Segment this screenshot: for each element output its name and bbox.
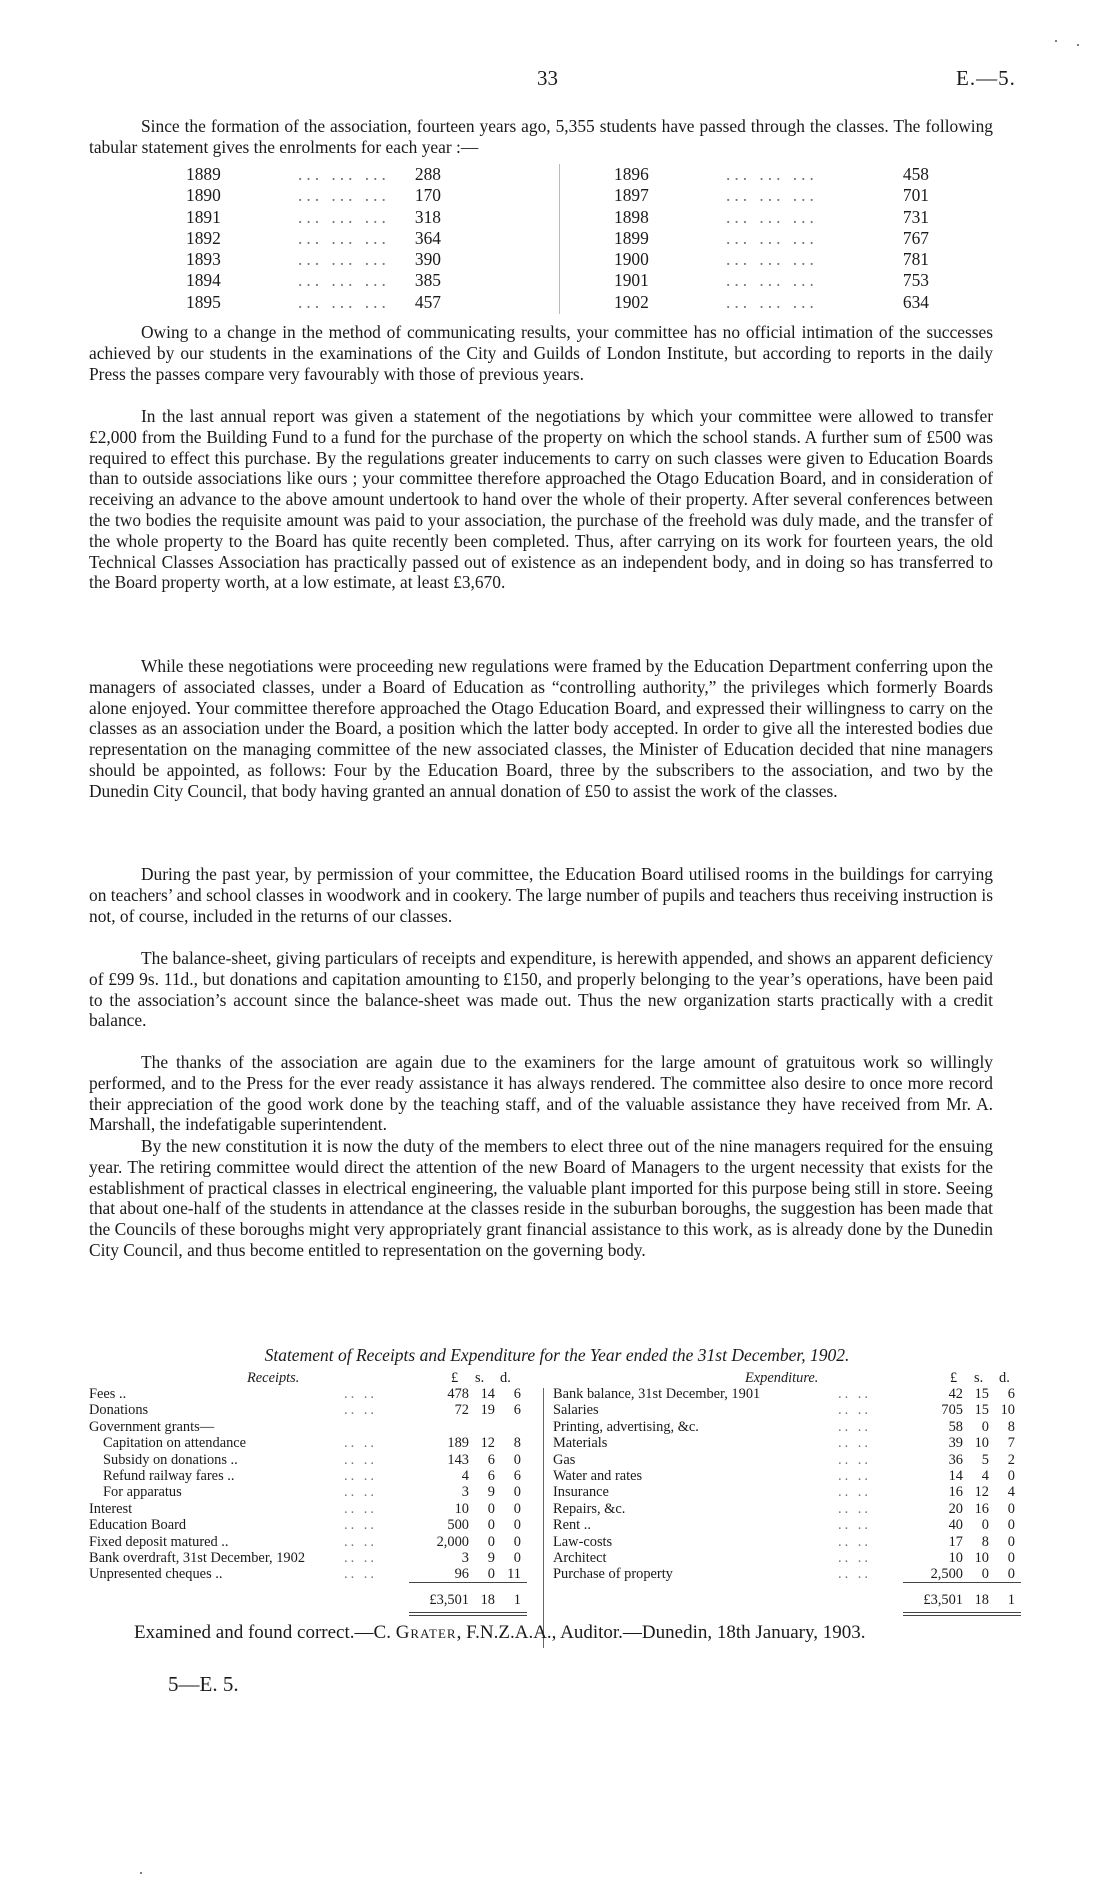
receipts-pence: 0 <box>513 1517 521 1534</box>
receipts-label: Subsidy on donations .. <box>103 1451 238 1468</box>
expenditure-row <box>553 1452 1023 1468</box>
receipts-row <box>89 1501 529 1517</box>
leader-dots: .. .. <box>344 1550 377 1566</box>
receipts-shillings: 0 <box>487 1566 495 1583</box>
expenditure-row <box>553 1468 1023 1484</box>
receipts-label: Education Board <box>89 1517 187 1534</box>
expenditure-row <box>553 1566 1023 1582</box>
leader-dots: .. .. <box>344 1500 377 1517</box>
expenditure-label: Architect <box>553 1550 607 1566</box>
enrolment-row <box>614 249 929 270</box>
receipts-shillings: 9 <box>487 1550 495 1566</box>
receipts-double-rule-2 <box>409 1615 527 1616</box>
auditor-prefix: Examined and found correct.—C. <box>134 1622 396 1643</box>
expenditure-row <box>553 1484 1023 1500</box>
expenditure-shillings: 0 <box>981 1517 989 1534</box>
receipts-total-pounds: £3,501 <box>429 1592 469 1608</box>
enrolment-row <box>614 270 929 291</box>
enrolment-row <box>614 164 929 185</box>
receipts-pounds: 10 <box>454 1500 469 1517</box>
leader-dots: ... ... ... <box>298 185 390 206</box>
leader-dots: .. .. <box>838 1451 871 1468</box>
enrolment-year: 1899 <box>614 227 649 248</box>
receipts-pence: 0 <box>513 1484 521 1501</box>
leader-dots: .. .. <box>344 1451 377 1468</box>
leader-dots: ... ... ... <box>298 164 390 184</box>
receipts-pounds: 2,000 <box>436 1533 469 1550</box>
expenditure-total-shillings: 18 <box>974 1592 989 1608</box>
receipts-pounds: 3 <box>461 1550 469 1566</box>
expenditure-shillings: 10 <box>974 1435 989 1452</box>
expenditure-pence-header: d. <box>999 1370 1010 1386</box>
expenditure-pence: 6 <box>1007 1386 1015 1402</box>
receipts-label: Interest <box>89 1500 133 1517</box>
receipts-total-pence: 1 <box>513 1592 521 1608</box>
receipts-label: Government grants— <box>89 1418 215 1435</box>
leader-dots: .. .. <box>838 1386 871 1402</box>
enrolment-year: 1900 <box>614 249 649 270</box>
leader-dots: .. .. <box>344 1566 377 1583</box>
enrolment-row <box>186 207 441 228</box>
auditor-suffix: , F.N.Z.A.A., Auditor.—Dunedin, 18th January, 1903. <box>456 1622 866 1643</box>
expenditure-pounds: 16 <box>948 1484 963 1501</box>
expenditure-row <box>553 1517 1023 1533</box>
scan-speck <box>140 1872 142 1874</box>
enrolment-count: 318 <box>414 206 441 227</box>
enrolment-year: 1889 <box>186 164 221 184</box>
receipts-pounds: 4 <box>461 1468 469 1484</box>
expenditure-shillings: 16 <box>974 1500 989 1517</box>
receipts-row <box>89 1435 529 1451</box>
expenditure-label: Printing, advertising, &c. <box>553 1418 699 1435</box>
expenditure-pence: 4 <box>1007 1484 1015 1501</box>
scan-speck <box>1077 44 1079 46</box>
receipts-total-shillings: 18 <box>480 1592 495 1608</box>
enrolment-row <box>614 207 929 228</box>
paragraph-results: Owing to a change in the method of communicating results, your committee has no official intimation of the successes achieved by our students in the examinations of the City and Guilds of London Institute, but according to reports in the daily Press the passes compare very favourably with those of previous years. <box>89 322 993 384</box>
expenditure-label: Purchase of property <box>553 1566 673 1583</box>
leader-dots: ... ... ... <box>298 206 390 227</box>
receipts-pounds: 189 <box>447 1435 469 1452</box>
expenditure-pounds: 2,500 <box>930 1566 963 1583</box>
expenditure-pence: 0 <box>1007 1500 1015 1517</box>
enrolment-row <box>186 185 441 206</box>
expenditure-pounds: 10 <box>948 1550 963 1566</box>
leader-dots: .. .. <box>838 1468 871 1484</box>
receipts-row <box>89 1386 529 1402</box>
receipts-shillings: 14 <box>480 1386 495 1402</box>
expenditure-total-rule <box>903 1582 1021 1583</box>
receipts-pounds: 478 <box>447 1386 469 1402</box>
receipts-pounds: 3 <box>461 1484 469 1501</box>
paragraph-property-transfer: In the last annual report was given a statement of the negotiations by which your committee were allowed to transfer £2,000 from the Building Fund to a fund for the purchase of the property on which the school stands. A further sum of £500 was required to effect this purchase. By the regulations greater inducements to carry on such classes were given to Education Boards than to outside associations like ours ; your committee therefore approached the Otago Education Board, and in consideration of receiving an advance to the above amount undertook to hand over the whole of their property. After several conferences between the two bodies the requisite amount was paid to your association, the purchase of the freehold was duly made, and the transfer of the whole property to the Board has quite recently been completed. Thus, after carrying on its work for fourteen years, the old Technical Classes Association has practically passed out of existence as an independent body, and in doing so has transferred to the Board property worth, at a low estimate, at least £3,670. <box>89 406 993 593</box>
expenditure-label: Law-costs <box>553 1533 613 1550</box>
receipts-label: Fees .. <box>89 1386 127 1402</box>
enrolment-count: 364 <box>414 227 441 248</box>
enrolment-count: 390 <box>414 249 441 270</box>
expenditure-shillings: 8 <box>981 1533 989 1550</box>
auditor-name: Grater <box>395 1622 457 1643</box>
receipts-pence-header: d. <box>500 1370 511 1386</box>
enrolment-year: 1901 <box>614 270 649 291</box>
expenditure-label: Repairs, &c. <box>553 1500 626 1517</box>
receipts-pounds-header: £ <box>451 1370 459 1386</box>
leader-dots: .. .. <box>344 1484 377 1501</box>
receipts-pence: 11 <box>507 1566 521 1583</box>
leader-dots: ... ... ... <box>726 291 818 312</box>
scan-speck <box>1055 40 1057 42</box>
expenditure-row <box>553 1501 1023 1517</box>
expenditure-pounds: 14 <box>948 1468 963 1484</box>
expenditure-shillings: 10 <box>974 1550 989 1566</box>
expenditure-total-pounds: £3,501 <box>923 1592 963 1608</box>
enrolment-row <box>614 228 929 249</box>
expenditure-double-rule-2 <box>903 1615 1021 1616</box>
expenditure-pounds: 39 <box>948 1435 963 1452</box>
enrolment-count: 753 <box>902 270 929 291</box>
expenditure-pence: 2 <box>1007 1451 1015 1468</box>
receipts-shillings: 0 <box>487 1533 495 1550</box>
receipts-shillings-header: s. <box>475 1370 485 1386</box>
enrolment-column-right <box>614 164 929 313</box>
expenditure-label: Gas <box>553 1451 576 1468</box>
enrolment-count: 457 <box>414 291 441 312</box>
leader-dots: ... ... ... <box>726 164 818 184</box>
enrolment-year: 1892 <box>186 227 221 248</box>
enrolment-row <box>186 164 441 185</box>
receipts-pounds: 500 <box>447 1517 469 1534</box>
leader-dots: .. .. <box>344 1517 377 1534</box>
statement-title: Statement of Receipts and Expenditure for the Year ended the 31st December, 1902. <box>264 1345 850 1365</box>
expenditure-pounds: 36 <box>948 1451 963 1468</box>
expenditure-pounds: 20 <box>948 1500 963 1517</box>
leader-dots: .. .. <box>838 1566 871 1583</box>
expenditure-shillings: 4 <box>981 1468 989 1484</box>
receipts-shillings: 9 <box>487 1484 495 1501</box>
enrolment-count: 701 <box>902 185 929 206</box>
footer-signature-ref: 5—E. 5. <box>168 1672 239 1696</box>
expenditure-pence: 8 <box>1007 1418 1015 1435</box>
expenditure-pounds: 705 <box>941 1402 963 1419</box>
enrolment-count: 634 <box>902 291 929 312</box>
expenditure-heading: Expenditure. <box>745 1370 819 1386</box>
receipts-label: Refund railway fares .. <box>103 1468 235 1484</box>
enrolment-year: 1896 <box>614 164 649 184</box>
receipts-shillings: 6 <box>487 1451 495 1468</box>
leader-dots: .. .. <box>838 1435 871 1452</box>
paragraph-balance-sheet: The balance-sheet, giving particulars of receipts and expenditure, is herewith appended, and shows an apparent deficiency of £99 9s. 11d., but donations and capitation amounting to £150, and properly belonging to the year’s operations, have been paid to the association’s account since the balance-sheet was made out. Thus the new organization starts practically with a credit balance. <box>89 948 993 1031</box>
intro-paragraph: Since the formation of the association, fourteen years ago, 5,355 students have passed through the classes. The following tabular statement gives the enrolments for each year :— <box>89 116 993 157</box>
expenditure-total-row <box>553 1592 1023 1608</box>
page-number: 33 <box>537 66 558 90</box>
leader-dots: .. .. <box>838 1402 871 1419</box>
enrolment-row <box>186 228 441 249</box>
expenditure-pounds: 17 <box>948 1533 963 1550</box>
receipts-pence: 0 <box>513 1451 521 1468</box>
leader-dots: .. .. <box>838 1517 871 1534</box>
receipts-label: Bank overdraft, 31st December, 1902 <box>89 1550 306 1566</box>
enrolment-year: 1894 <box>186 270 221 291</box>
receipts-shillings: 12 <box>480 1435 495 1452</box>
expenditure-shillings: 5 <box>981 1451 989 1468</box>
leader-dots: .. .. <box>838 1550 871 1566</box>
receipts-pence: 6 <box>513 1386 521 1402</box>
leader-dots: ... ... ... <box>298 249 390 270</box>
enrolment-count: 170 <box>414 185 441 206</box>
expenditure-row <box>553 1386 1023 1402</box>
receipts-shillings: 0 <box>487 1500 495 1517</box>
expenditure-label: Materials <box>553 1435 608 1452</box>
enrolment-year: 1893 <box>186 249 221 270</box>
document-reference: E.—5. <box>956 66 1016 90</box>
receipts-pence: 0 <box>513 1500 521 1517</box>
expenditure-pence: 0 <box>1007 1517 1015 1534</box>
expenditure-double-rule-1 <box>903 1612 1021 1613</box>
expenditure-pounds-header: £ <box>950 1370 958 1386</box>
leader-dots: ... ... ... <box>726 185 818 206</box>
leader-dots: ... ... ... <box>298 291 390 312</box>
leader-dots: ... ... ... <box>726 249 818 270</box>
enrolment-divider <box>559 164 560 314</box>
expenditure-pence: 0 <box>1007 1468 1015 1484</box>
enrolment-count: 767 <box>902 227 929 248</box>
leader-dots: .. .. <box>344 1402 377 1419</box>
receipts-label: Unpresented cheques .. <box>89 1566 223 1583</box>
expenditure-row <box>553 1550 1023 1566</box>
receipts-heading: Receipts. <box>247 1370 300 1386</box>
paragraph-new-constitution: By the new constitution it is now the duty of the members to elect three out of the nine managers required for the ensuing year. The retiring committee would direct the attention of the new Board of Managers to the urgent necessity that exists for the establishment of practical classes in electrical engineering, the valuable plant imported for this purpose being still in store. Seeing that about one-half of the students in attendance at the classes reside in the suburban boroughs, the suggestion has been made that the Councils of these boroughs might very appropriately grant financial assistance to this work, as is already done by the Dunedin City Council, and thus become entitled to representation on the governing body. <box>89 1136 993 1260</box>
receipts-row <box>89 1517 529 1533</box>
receipts-pence: 6 <box>513 1402 521 1419</box>
expenditure-shillings: 0 <box>981 1566 989 1583</box>
leader-dots: ... ... ... <box>298 227 390 248</box>
receipts-row <box>89 1419 529 1435</box>
leader-dots: .. .. <box>344 1533 377 1550</box>
expenditure-row <box>553 1402 1023 1418</box>
receipts-pounds: 72 <box>454 1402 469 1419</box>
receipts-pence: 8 <box>513 1435 521 1452</box>
enrolment-count: 781 <box>902 249 929 270</box>
expenditure-shillings: 15 <box>974 1386 989 1402</box>
expenditure-label: Rent .. <box>553 1517 591 1534</box>
receipts-pence: 6 <box>513 1468 521 1484</box>
receipts-pounds: 143 <box>447 1451 469 1468</box>
enrolment-column-left <box>186 164 441 313</box>
expenditure-pounds: 42 <box>948 1386 963 1402</box>
leader-dots: ... ... ... <box>726 227 818 248</box>
receipts-shillings: 0 <box>487 1517 495 1534</box>
paragraph-thanks: The thanks of the association are again due to the examiners for the large amount of gratuitous work so willingly performed, and to the Press for the ever ready assistance it has always rendered. The committee also desire to once more record their appreciation of the good work done by the teaching staff, and of the valuable assistance they have received from Mr. A. Marshall, the indefatigable superintendent. <box>89 1052 993 1135</box>
enrolment-row <box>614 292 929 313</box>
expenditure-shillings: 0 <box>981 1418 989 1435</box>
enrolment-year: 1902 <box>614 291 649 312</box>
enrolment-row <box>186 249 441 270</box>
enrolment-count: 385 <box>414 270 441 291</box>
leader-dots: .. .. <box>838 1418 871 1435</box>
enrolment-count: 458 <box>902 164 929 184</box>
enrolment-row <box>186 270 441 291</box>
leader-dots: ... ... ... <box>298 270 390 291</box>
receipts-label: Capitation on attendance <box>103 1435 247 1452</box>
expenditure-row <box>553 1534 1023 1550</box>
leader-dots: .. .. <box>838 1533 871 1550</box>
receipts-row <box>89 1550 529 1566</box>
enrolment-year: 1890 <box>186 185 221 206</box>
expenditure-label: Salaries <box>553 1402 599 1419</box>
expenditure-shillings-header: s. <box>974 1370 984 1386</box>
receipts-shillings: 19 <box>480 1402 495 1419</box>
receipts-label: Fixed deposit matured .. <box>89 1533 229 1550</box>
leader-dots: .. .. <box>344 1468 377 1484</box>
expenditure-shillings: 12 <box>974 1484 989 1501</box>
receipts-row <box>89 1566 529 1582</box>
leader-dots: ... ... ... <box>726 206 818 227</box>
expenditure-label: Water and rates <box>553 1468 643 1484</box>
expenditure-row <box>553 1419 1023 1435</box>
statement-center-divider <box>543 1388 544 1648</box>
expenditure-pence: 7 <box>1007 1435 1015 1452</box>
receipts-shillings: 6 <box>487 1468 495 1484</box>
enrolment-count: 731 <box>902 206 929 227</box>
receipts-pence: 0 <box>513 1533 521 1550</box>
expenditure-pence: 0 <box>1007 1550 1015 1566</box>
receipts-total-row <box>89 1592 529 1608</box>
expenditure-pence: 0 <box>1007 1566 1015 1583</box>
expenditure-row <box>553 1435 1023 1451</box>
receipts-label: Donations <box>89 1402 149 1419</box>
expenditure-label: Insurance <box>553 1484 609 1501</box>
receipts-row <box>89 1484 529 1500</box>
expenditure-pounds: 40 <box>948 1517 963 1534</box>
leader-dots: .. .. <box>344 1386 377 1402</box>
leader-dots: ... ... ... <box>726 270 818 291</box>
leader-dots: .. .. <box>838 1500 871 1517</box>
enrolment-year: 1895 <box>186 291 221 312</box>
expenditure-pence: 10 <box>1000 1402 1015 1419</box>
paragraph-woodwork-cookery: During the past year, by permission of your committee, the Education Board utilised rooms in the buildings for carrying on teachers’ and school classes in woodwork and in cookery. The large number of pupils and teachers thus receiving instruction is not, of course, included in the returns of our classes. <box>89 864 993 926</box>
enrolment-row <box>186 292 441 313</box>
receipts-double-rule-1 <box>409 1612 527 1613</box>
enrolment-year: 1897 <box>614 185 649 206</box>
auditor-statement <box>89 1622 993 1644</box>
receipts-row <box>89 1534 529 1550</box>
leader-dots: .. .. <box>838 1484 871 1501</box>
expenditure-total-pence: 1 <box>1007 1592 1015 1608</box>
receipts-row <box>89 1452 529 1468</box>
leader-dots: .. .. <box>344 1435 377 1452</box>
enrolment-year: 1898 <box>614 206 649 227</box>
expenditure-pounds: 58 <box>948 1418 963 1435</box>
enrolment-row <box>614 185 929 206</box>
enrolment-year: 1891 <box>186 206 221 227</box>
receipts-total-rule <box>409 1582 527 1583</box>
paragraph-new-regulations: While these negotiations were proceeding new regulations were framed by the Education Department conferring upon the managers of associated classes, under a Board of Education as “controlling authority,” the privileges which formerly Boards alone enjoyed. Your committee therefore approached the Otago Education Board, and expressed their willingness to carry on the classes as an association under the Board, a position which the latter body accepted. In order to give all the interested bodies due representation on the managing committee of the new associated classes, the Minister of Education decided that nine managers should be appointed, as follows: Four by the Education Board, three by the subscribers to the association, and two by the Dunedin City Council, that body having granted an annual donation of £50 to assist the work of the classes. <box>89 656 993 801</box>
receipts-pounds: 96 <box>454 1566 469 1583</box>
enrolment-count: 288 <box>414 164 441 184</box>
receipts-label: For apparatus <box>103 1484 182 1501</box>
receipts-pence: 0 <box>513 1550 521 1566</box>
expenditure-pence: 0 <box>1007 1533 1015 1550</box>
expenditure-label: Bank balance, 31st December, 1901 <box>553 1386 761 1402</box>
receipts-row <box>89 1402 529 1418</box>
receipts-row <box>89 1468 529 1484</box>
expenditure-shillings: 15 <box>974 1402 989 1419</box>
